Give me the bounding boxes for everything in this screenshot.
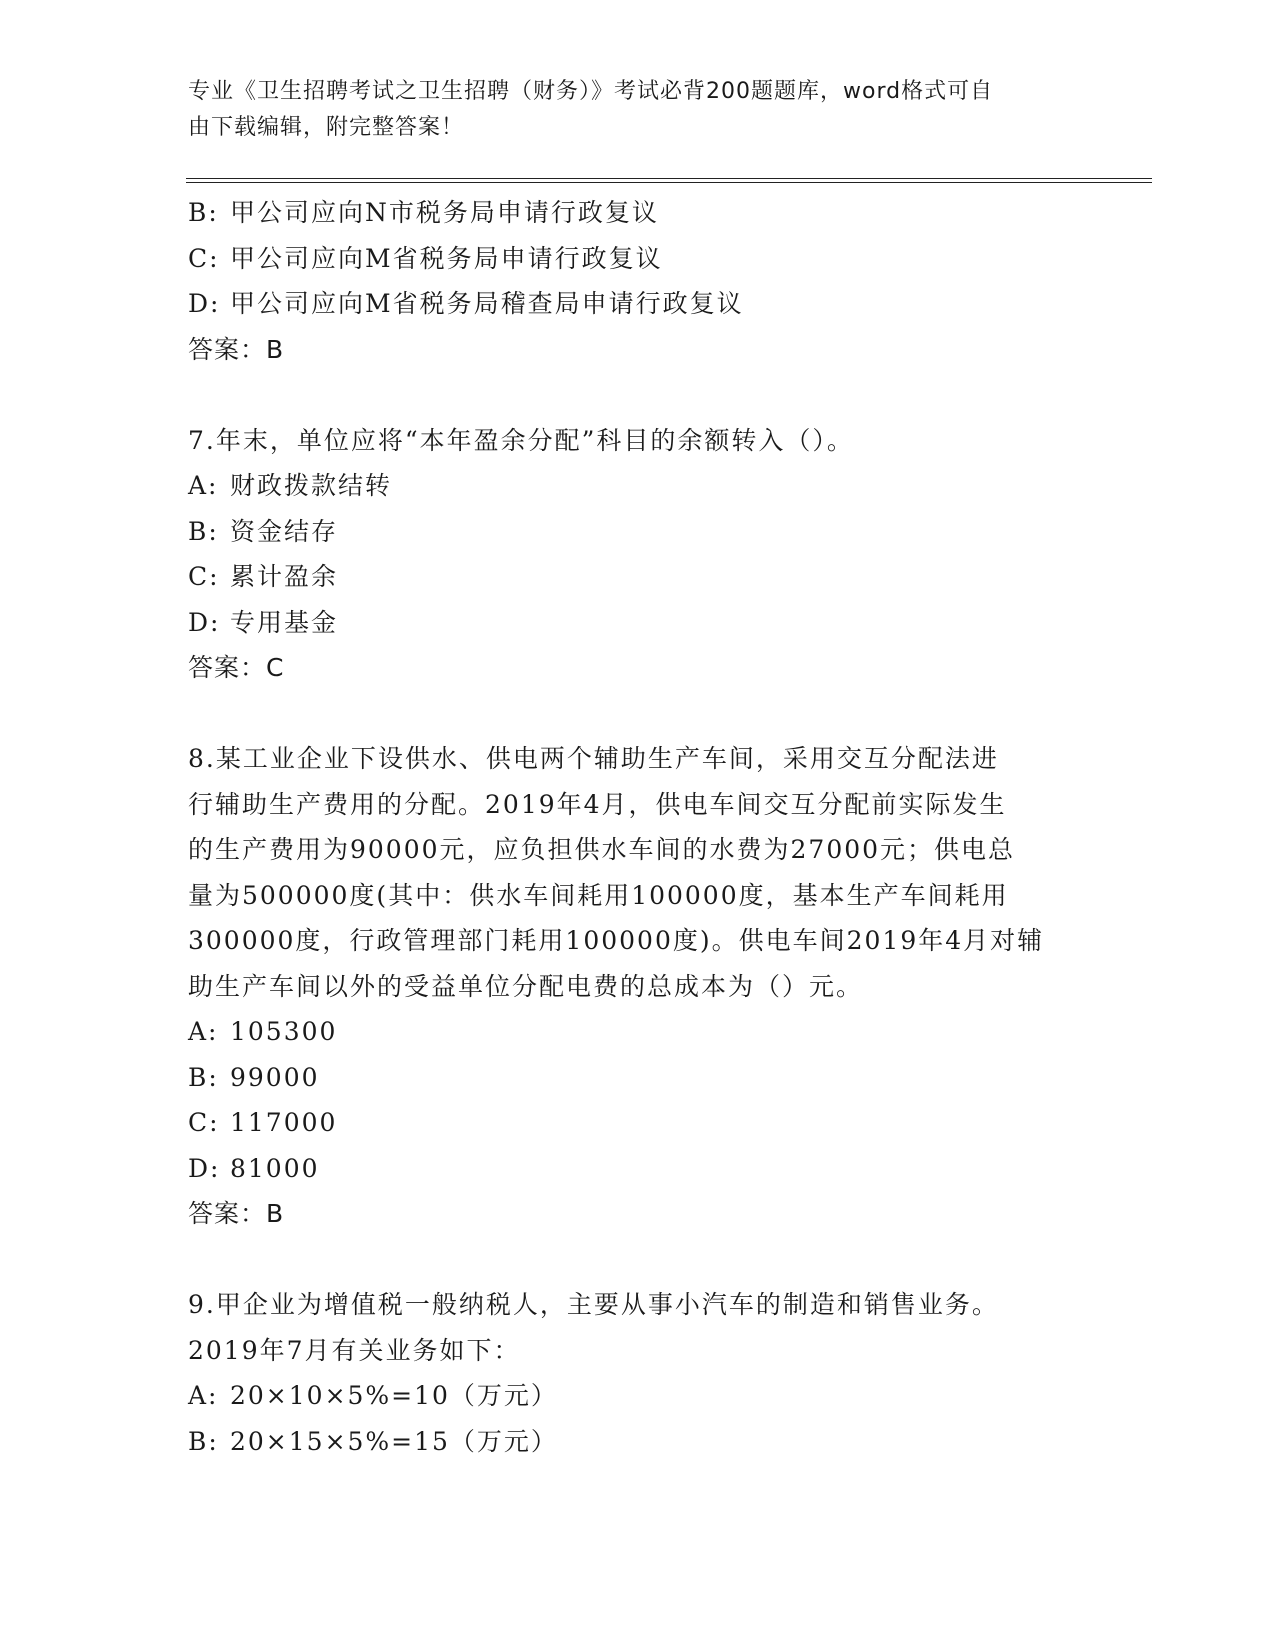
question-stem-line: 9.甲企业为增值税一般纳税人，主要从事小汽车的制造和销售业务。: [188, 1290, 999, 1319]
option-d: D: 甲公司应向M省税务局稽查局申请行政复议: [188, 289, 744, 318]
question-stem-line: 量为500000度(其中：供水车间耗用100000度，基本生产车间耗用: [188, 880, 1009, 910]
question-9: [188, 1282, 1088, 1464]
answer: 答案：B: [188, 334, 285, 364]
question-stem: 7.年末，单位应将“本年盈余分配”科目的余额转入（）。: [188, 425, 854, 455]
question-stem-line: 行辅助生产费用的分配。2019年4月，供电车间交互分配前实际发生: [188, 789, 1007, 819]
option-a: A: 105300: [188, 1017, 338, 1046]
document-header: [188, 74, 1068, 146]
question-stem-line: 300000度，行政管理部门耗用100000度)。供电车间2019年4月对辅: [188, 926, 1045, 955]
question-6: [188, 190, 1088, 372]
option-d: D: 81000: [188, 1153, 320, 1183]
option-b: B: 20×15×5%=15（万元）: [188, 1426, 558, 1456]
option-b: B: 99000: [188, 1062, 320, 1092]
option-b: B: 甲公司应向N市税务局申请行政复议: [188, 198, 659, 227]
question-stem-line: 2019年7月有关业务如下：: [188, 1335, 521, 1365]
header-divider-top: [186, 178, 1152, 179]
answer: 答案：B: [188, 1199, 285, 1228]
header-line-2: 由下载编辑，附完整答案！: [188, 115, 465, 140]
answer: 答案：C: [188, 653, 285, 682]
header-line-1: 专业《卫生招聘考试之卫生招聘（财务）》考试必背200题题库，word格式可自: [188, 79, 994, 104]
option-a: A: 20×10×5%=10（万元）: [188, 1381, 558, 1410]
option-b: B: 资金结存: [188, 516, 339, 546]
header-divider-bottom: [186, 182, 1152, 183]
question-stem-line: 的生产费用为90000元，应负担供水车间的水费为27000元；供电总: [188, 835, 1016, 864]
option-c: C: 117000: [188, 1108, 338, 1137]
question-list: [188, 190, 1088, 1464]
option-c: C: 累计盈余: [188, 562, 339, 591]
question-stem-line: 助生产车间以外的受益单位分配电费的总成本为（）元。: [188, 971, 864, 1001]
question-7: [188, 418, 1088, 691]
option-d: D: 专用基金: [188, 607, 339, 637]
question-8: [188, 736, 1088, 1237]
option-a: A: 财政拨款结转: [188, 471, 393, 500]
option-c: C: 甲公司应向M省税务局申请行政复议: [188, 243, 663, 273]
question-stem-line: 8.某工业企业下设供水、供电两个辅助生产车间，采用交互分配法进: [188, 744, 999, 773]
